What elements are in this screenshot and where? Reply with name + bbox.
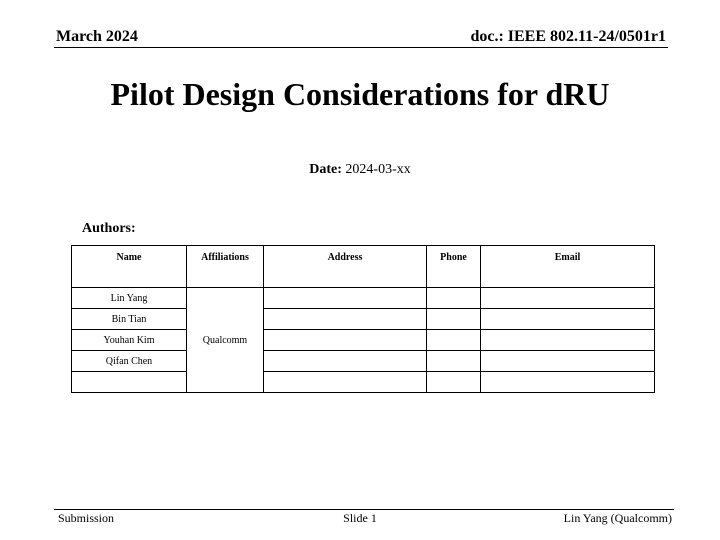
column-header-phone: Phone — [427, 246, 481, 288]
column-header-email: Email — [481, 246, 655, 288]
header-date: March 2024 — [56, 28, 138, 45]
email-cell — [481, 330, 655, 351]
email-cell — [481, 309, 655, 330]
authors-heading: Authors: — [82, 221, 136, 236]
address-cell — [264, 351, 427, 372]
email-cell — [481, 351, 655, 372]
author-name-cell: Youhan Kim — [72, 330, 187, 351]
table-row — [72, 351, 655, 372]
address-cell — [264, 288, 427, 309]
address-cell — [264, 330, 427, 351]
email-cell — [481, 288, 655, 309]
phone-cell — [427, 309, 481, 330]
email-cell — [481, 372, 655, 393]
author-name-cell — [72, 372, 187, 393]
column-header-affiliations: Affiliations — [187, 246, 264, 288]
table-header-row — [72, 246, 655, 288]
table-row — [72, 330, 655, 351]
table-row — [72, 288, 655, 309]
table-row — [72, 309, 655, 330]
affiliation-cell: Qualcomm — [187, 288, 264, 393]
address-cell — [264, 309, 427, 330]
slide-title: Pilot Design Considerations for dRU — [110, 76, 610, 112]
date-line — [0, 162, 720, 178]
authors-table — [71, 245, 655, 393]
phone-cell — [427, 330, 481, 351]
footer-divider — [54, 509, 674, 510]
table-row — [72, 372, 655, 393]
phone-cell — [427, 288, 481, 309]
footer-slide-number: Slide 1 — [343, 511, 377, 525]
author-name-cell: Lin Yang — [72, 288, 187, 309]
phone-cell — [427, 351, 481, 372]
column-header-address: Address — [264, 246, 427, 288]
date-label: Date: — [309, 162, 342, 177]
author-name-cell: Bin Tian — [72, 309, 187, 330]
footer-submission: Submission — [58, 511, 115, 525]
header-divider — [54, 47, 668, 48]
header-doc-id: doc.: IEEE 802.11-24/0501r1 — [470, 28, 666, 45]
phone-cell — [427, 372, 481, 393]
date-value: 2024-03-xx — [345, 162, 411, 177]
author-name-cell: Qifan Chen — [72, 351, 187, 372]
footer-author: Lin Yang (Qualcomm) — [563, 511, 672, 525]
address-cell — [264, 372, 427, 393]
column-header-name: Name — [72, 246, 187, 288]
